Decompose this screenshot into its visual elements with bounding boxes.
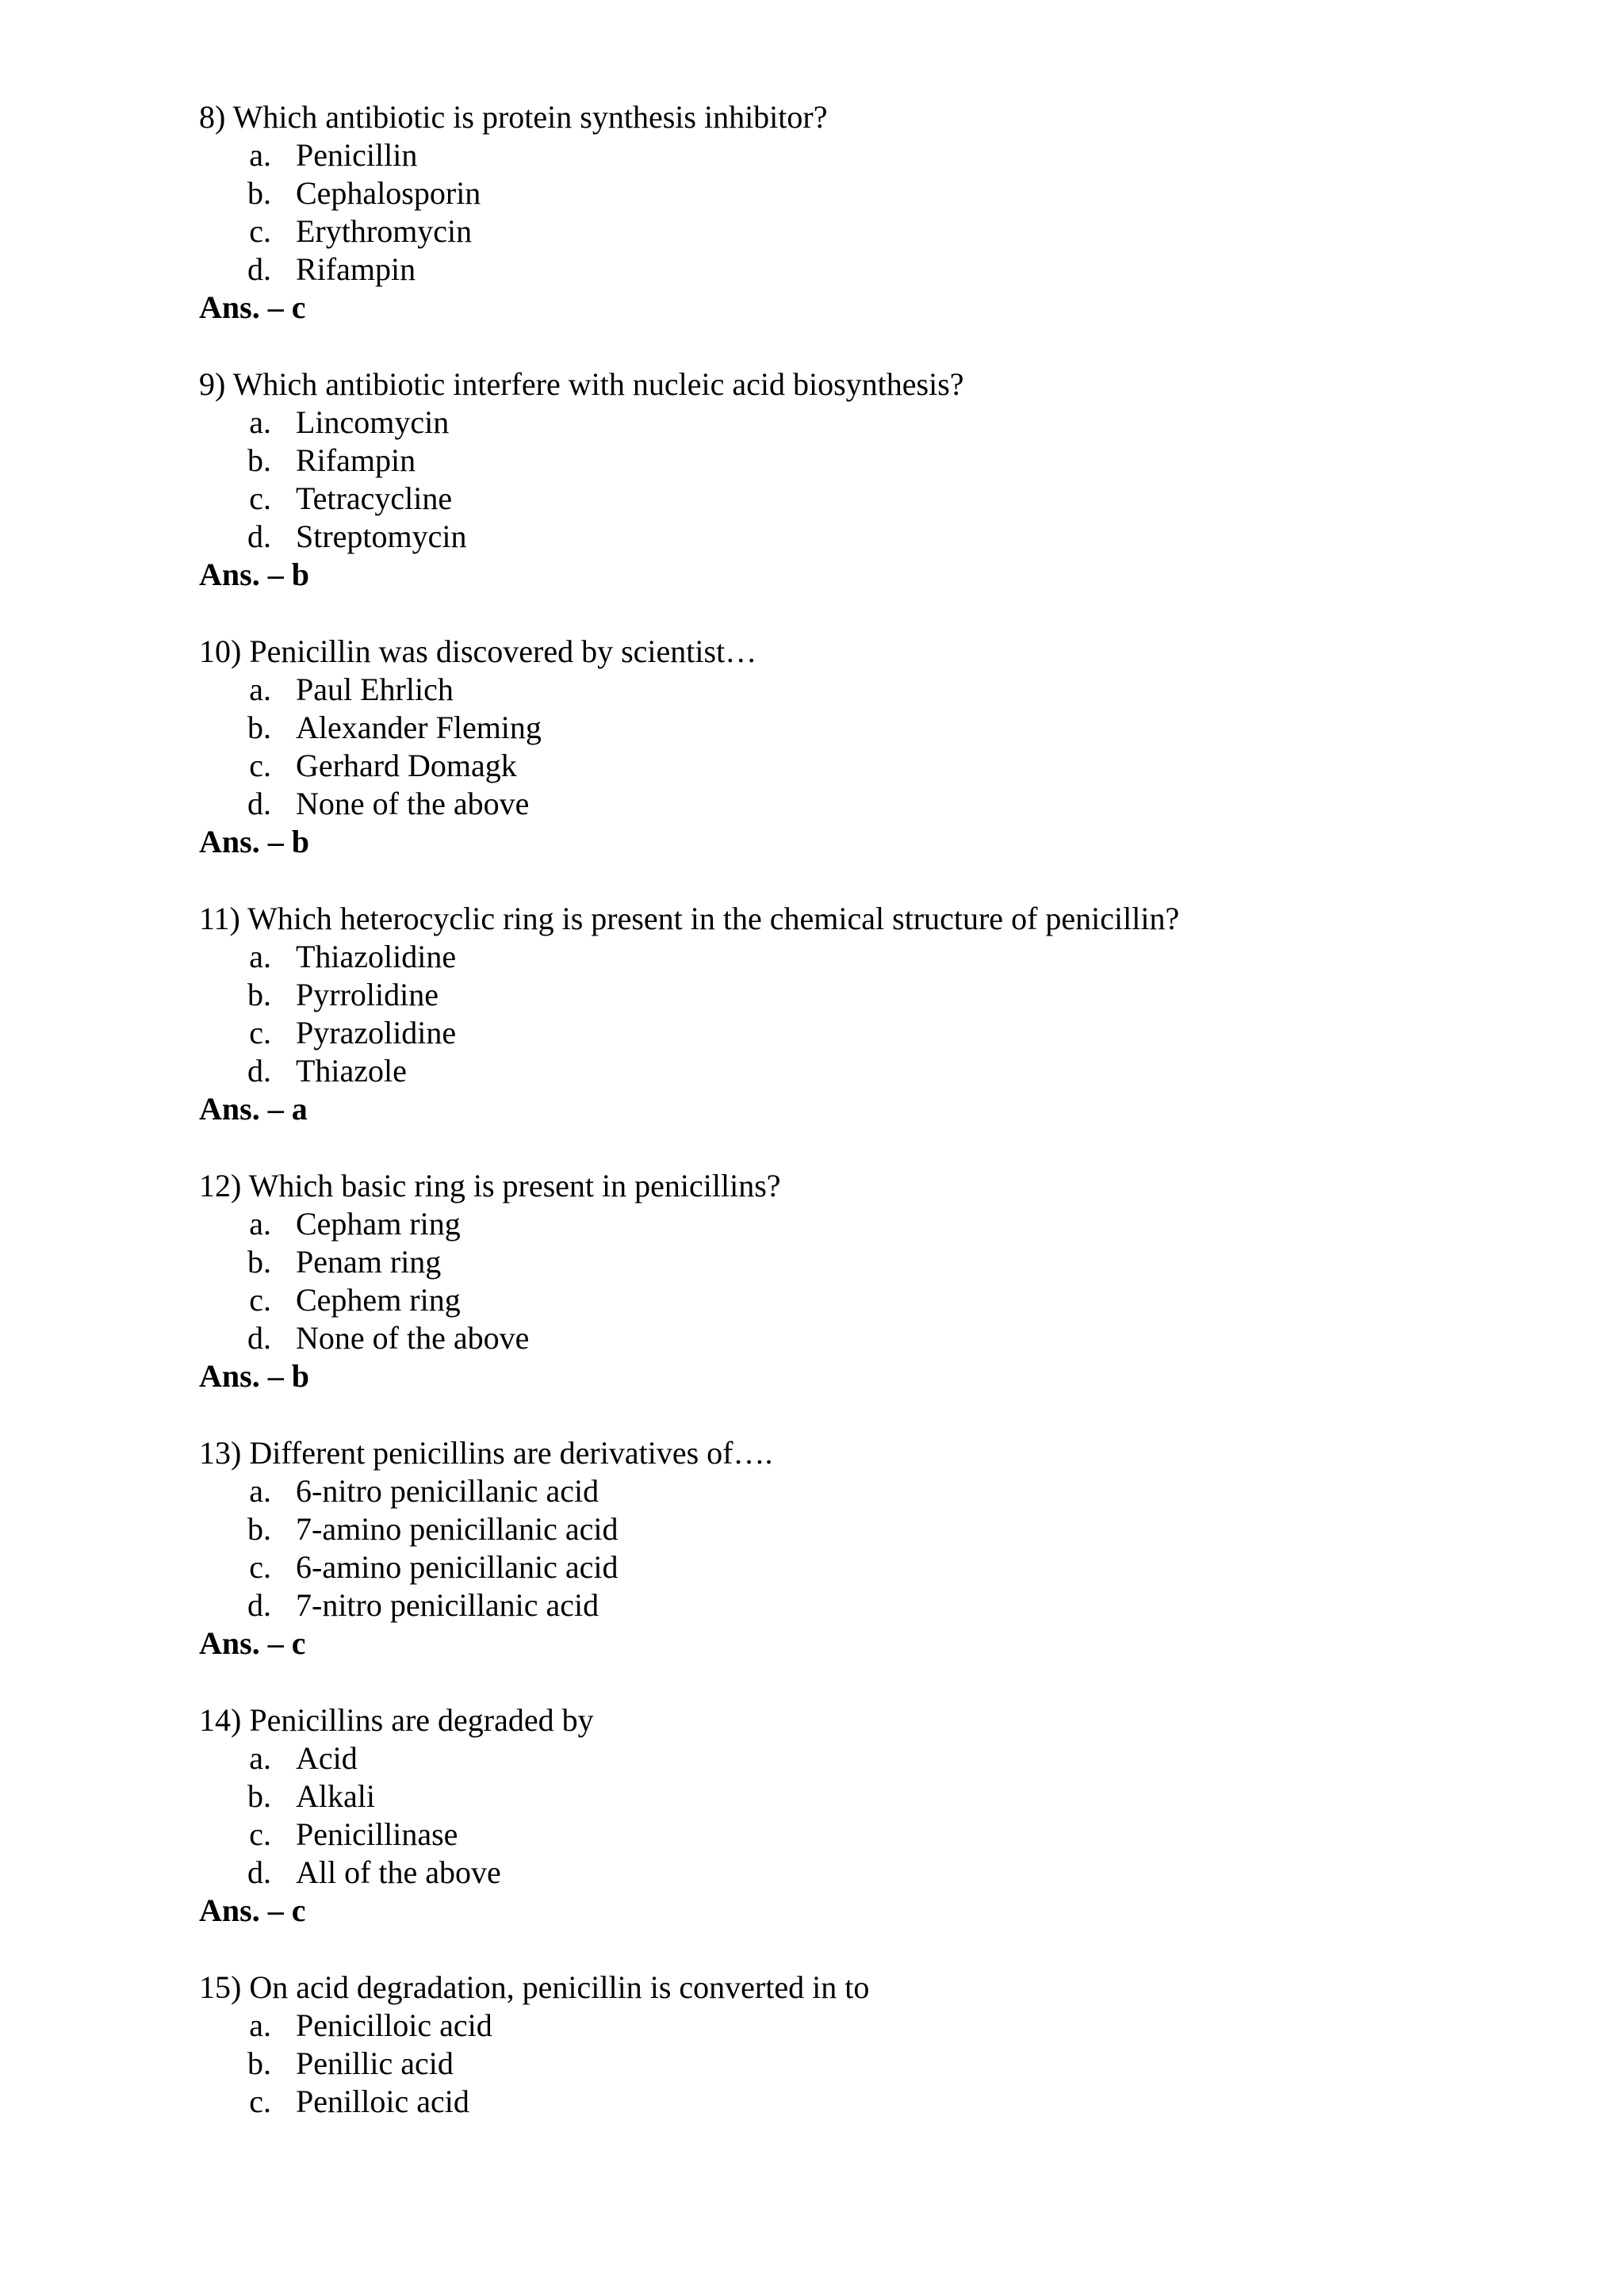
option-letter: a. [249,2007,271,2043]
option-text: Pyrrolidine [296,977,439,1012]
option-letter: a. [249,404,271,440]
option-letter: c. [249,213,271,249]
option-letter: d. [247,1854,271,1890]
question-10 [199,633,1468,861]
option-text: Penicilloic acid [296,2007,492,2043]
option-letter: c. [249,2084,271,2119]
option-b [199,1243,1468,1281]
option-text: Alkali [296,1778,375,1814]
option-text: Pyrazolidine [296,1015,457,1050]
option-d [199,785,1468,823]
option-text: Tetracycline [296,480,453,516]
option-c [199,1281,1468,1319]
option-c [199,2083,1468,2121]
option-text: Paul Ehrlich [296,672,454,707]
option-letter: b. [247,1778,271,1814]
option-c [199,1816,1468,1854]
option-text: Acid [296,1740,358,1776]
option-letter: c. [249,748,271,783]
option-text: Cepham ring [296,1206,461,1242]
option-d [199,1586,1468,1624]
option-b [199,1777,1468,1816]
question-9 [199,365,1468,594]
option-text: Alexander Fleming [296,710,542,745]
option-a [199,1739,1468,1777]
question-text: 9) Which antibiotic interfere with nucleic acid biosynthesis? [199,366,964,402]
option-letter: b. [247,2045,271,2081]
option-list [199,1205,1468,1357]
option-text: Penicillinase [296,1816,458,1852]
question-8 [199,98,1468,327]
option-d [199,1052,1468,1090]
answer-line: Ans. – c [199,1892,306,1928]
option-text: None of the above [296,786,530,821]
option-text: Cephalosporin [296,175,481,211]
question-text: 12) Which basic ring is present in penicillins? [199,1168,781,1203]
option-letter: a. [249,137,271,173]
option-c [199,1548,1468,1586]
option-letter: b. [247,710,271,745]
answer-line: Ans. – b [199,1358,309,1394]
question-12 [199,1167,1468,1395]
option-b [199,442,1468,480]
option-list [199,671,1468,823]
option-a [199,938,1468,976]
option-letter: a. [249,939,271,974]
option-b [199,709,1468,747]
question-text: 15) On acid degradation, penicillin is converted in to [199,1969,870,2005]
option-letter: b. [247,1511,271,1547]
question-14 [199,1701,1468,1930]
option-a [199,1472,1468,1510]
option-c [199,1014,1468,1052]
option-text: Rifampin [296,442,416,478]
option-text: Penam ring [296,1244,442,1280]
option-text: Penicillin [296,137,418,173]
option-text: 7-nitro penicillanic acid [296,1587,599,1623]
option-b [199,1510,1468,1548]
option-list [199,136,1468,289]
option-text: Streptomycin [296,519,467,554]
option-b [199,976,1468,1014]
option-letter: c. [249,1015,271,1050]
option-d [199,1854,1468,1892]
option-a [199,136,1468,174]
option-text: Thiazole [296,1053,407,1089]
option-text: All of the above [296,1854,501,1890]
option-letter: b. [247,442,271,478]
option-letter: a. [249,1206,271,1242]
option-letter: a. [249,1473,271,1509]
option-text: 6-nitro penicillanic acid [296,1473,599,1509]
question-sheet [199,98,1468,2160]
option-text: Penilloic acid [296,2084,469,2119]
answer-line: Ans. – a [199,1091,308,1127]
option-letter: b. [247,977,271,1012]
option-a [199,1205,1468,1243]
option-c [199,212,1468,251]
option-c [199,747,1468,785]
option-letter: d. [247,1587,271,1623]
option-text: Erythromycin [296,213,473,249]
option-text: Rifampin [296,251,416,287]
option-a [199,671,1468,709]
answer-line: Ans. – b [199,824,309,859]
option-letter: a. [249,672,271,707]
option-letter: d. [247,519,271,554]
question-text: 14) Penicillins are degraded by [199,1702,594,1738]
option-text: 7-amino penicillanic acid [296,1511,619,1547]
question-text: 13) Different penicillins are derivatives of…. [199,1435,773,1471]
answer-line: Ans. – c [199,1625,306,1661]
answer-line: Ans. – b [199,557,309,592]
option-text: Gerhard Domagk [296,748,517,783]
option-letter: c. [249,1282,271,1318]
option-text: Penillic acid [296,2045,454,2081]
option-text: None of the above [296,1320,530,1356]
option-letter: a. [249,1740,271,1776]
option-letter: d. [247,786,271,821]
option-d [199,1319,1468,1357]
option-c [199,480,1468,518]
option-letter: b. [247,175,271,211]
option-letter: d. [247,1053,271,1089]
option-d [199,518,1468,556]
option-text: Thiazolidine [296,939,457,974]
option-letter: d. [247,251,271,287]
option-list [199,938,1468,1090]
option-letter: c. [249,480,271,516]
option-a [199,404,1468,442]
option-text: 6-amino penicillanic acid [296,1549,619,1585]
answer-line: Ans. – c [199,289,306,325]
option-letter: c. [249,1549,271,1585]
option-text: Cephem ring [296,1282,461,1318]
option-list [199,2007,1468,2121]
option-b [199,2045,1468,2083]
option-list [199,1472,1468,1624]
option-d [199,251,1468,289]
option-letter: d. [247,1320,271,1356]
question-text: 11) Which heterocyclic ring is present in the chemical structure of penicillin? [199,901,1180,936]
question-15 [199,1969,1468,2121]
option-letter: c. [249,1816,271,1852]
question-text: 8) Which antibiotic is protein synthesis inhibitor? [199,99,828,135]
option-text: Lincomycin [296,404,450,440]
option-list [199,404,1468,556]
option-a [199,2007,1468,2045]
option-b [199,174,1468,212]
question-text: 10) Penicillin was discovered by scientist… [199,633,757,669]
question-13 [199,1434,1468,1663]
question-11 [199,900,1468,1128]
option-letter: b. [247,1244,271,1280]
option-list [199,1739,1468,1892]
